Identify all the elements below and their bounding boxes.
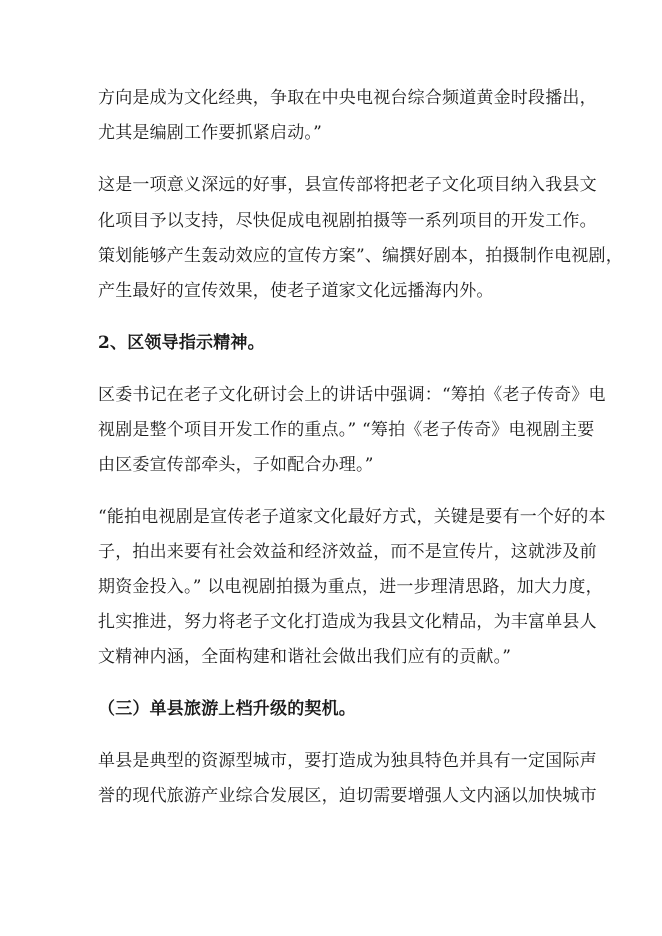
text-line: 区委书记在老子文化研讨会上的讲话中强调：“筹拍《老子传奇》电 [98, 385, 606, 405]
text-line: 产生最好的宣传效果，使老子道家文化远播海内外。 [98, 281, 494, 301]
text-line: 方向是成为文化经典，争取在中央电视台综合频道黄金时段播出， [98, 88, 597, 108]
text-line: 扎实推进，努力将老子文化打造成为我县文化精品，为丰富单县人 [98, 612, 597, 632]
text-line: 这是一项意义深远的好事，县宣传部将把老子文化项目纳入我县文 [98, 175, 597, 195]
text-line: 单县是典型的资源型城市，要打造成为独具特色并具有一定国际声 [98, 751, 597, 771]
text-line: 文精神内涵，全面构建和谐社会做出我们应有的贡献。” [98, 647, 512, 667]
section-heading: 2、区领导指示精神。 [98, 333, 265, 353]
text-line: 期资金投入。” 以电视剧拍摄为重点，进一步理清思路，加大力度， [98, 577, 603, 597]
text-line: “能拍电视剧是宣传老子道家文化最好方式，关键是要有一个好的本 [98, 507, 606, 527]
text-line: 子，拍出来要有社会效益和经济效益，而不是宣传片，这就涉及前 [98, 542, 597, 562]
text-line: 视剧是整个项目开发工作的重点。” “筹拍《老子传奇》电视剧主要 [98, 420, 595, 440]
text-line: 誉的现代旅游产业综合发展区，迫切需要增强人文内涵以加快城市 [98, 786, 597, 806]
text-line: 化项目予以支持，尽快促成电视剧拍摄等一系列项目的开发工作。 [98, 211, 597, 231]
text-line: 由区委宣传部牵头，子如配合办理。” [98, 455, 374, 475]
section-heading: （三）单县旅游上档升级的契机。 [98, 699, 356, 719]
text-line: 策划能够产生轰动效应的宣传方案”、编撰好剧本，拍摄制作电视剧， [98, 246, 623, 266]
text-line: 尤其是编剧工作要抓紧启动。” [98, 123, 322, 143]
